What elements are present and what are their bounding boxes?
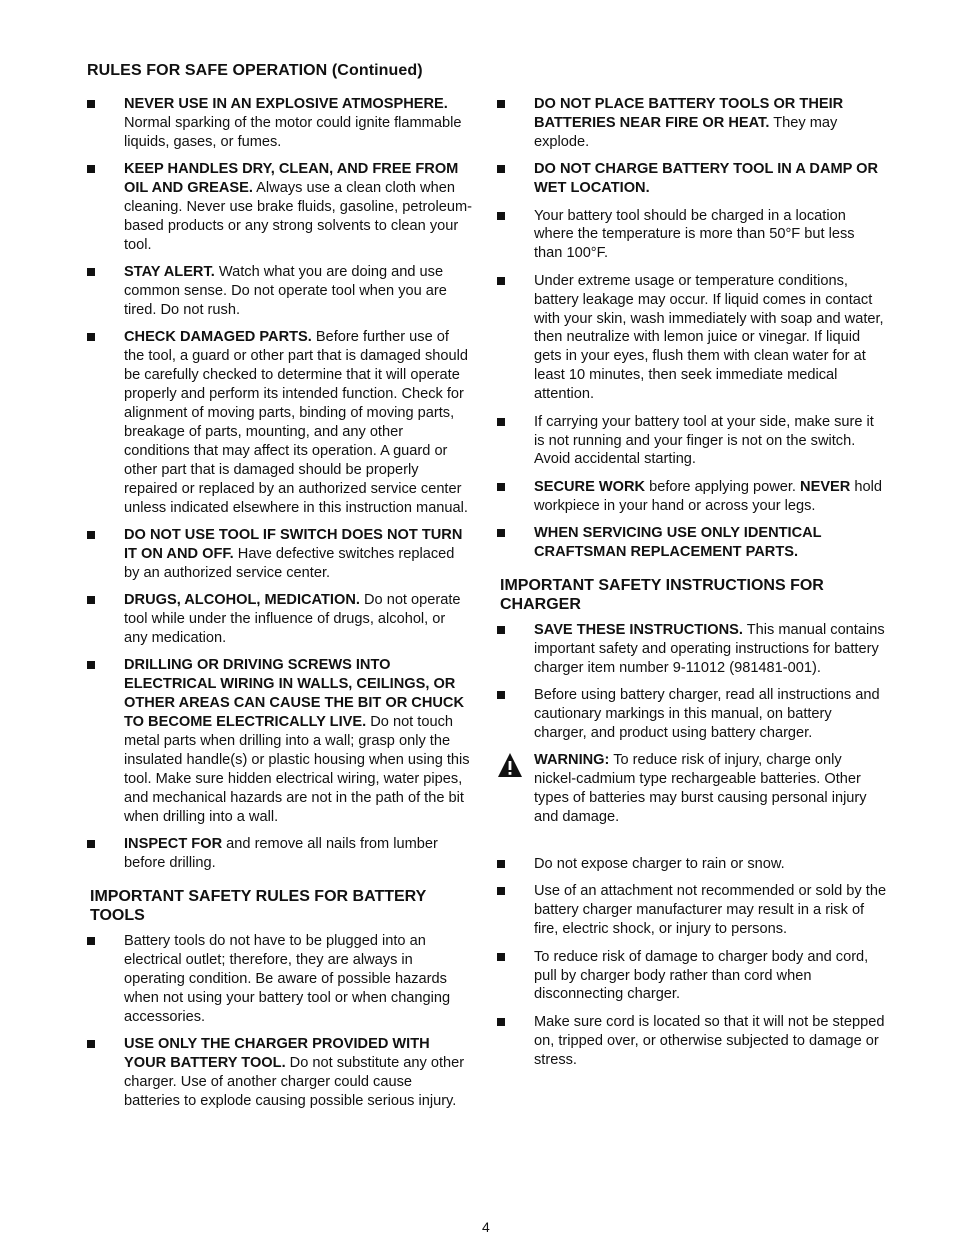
rule-text: They may explode. [534,114,838,150]
bullet-square-icon [497,887,505,895]
rule-text: This manual contains important safety and operating instructions for battery charger item number 9-11012 (981481-001). [534,621,885,676]
bullet-square-icon [87,661,95,669]
bullet-square-icon [497,418,505,426]
charger-rules-list [497,621,887,743]
rule-text: before applying power. [645,478,801,495]
rule-item [497,1013,887,1070]
rule-item [497,272,887,404]
rule-item [87,263,472,320]
bullet-square-icon [497,529,505,537]
rule-bold-text: WHEN SERVICING USE ONLY IDENTICAL CRAFTSMAN REPLACEMENT PARTS. [534,525,822,561]
rule-bold-text: DO NOT CHARGE BATTERY TOOL IN A DAMP OR WET LOCATION. [534,161,879,197]
rule-item [87,656,472,826]
page-title: RULES FOR SAFE OPERATION (Continued) [87,62,423,79]
bullet-square-icon [87,100,95,108]
rule-text: To reduce risk of damage to charger body and cord, pull by charger body rather than cord when disconnecting charger. [534,948,869,1003]
bullet-square-icon [497,691,505,699]
bullet-square-icon [497,100,505,108]
rule-bold-text: SAVE THESE INSTRUCTIONS. [534,621,743,638]
bullet-square-icon [497,212,505,220]
rule-bold-text: DRUGS, ALCOHOL, MEDICATION. [124,592,360,609]
bullet-square-icon [497,1018,505,1026]
rule-text: Do not expose charger to rain or snow. [534,856,785,872]
rule-text: Have defective switches replaced by an authorized service center. [124,545,455,581]
rule-bold-text: INSPECT FOR [124,836,223,853]
rule-item [497,207,887,264]
rule-text: If carrying your battery tool at your side, make sure it is not running and your finger is not on the switch. Avoid accidental starting. [534,413,874,468]
rule-item [497,621,887,678]
rule-text: Always use a clean cloth when cleaning. Never use brake fluids, gasoline, petroleum-based products or any strong solvents to clean your tool. [124,180,473,253]
rule-bold-text: DRILLING OR DRIVING SCREWS INTO ELECTRICAL WIRING IN WALLS, CEILINGS, OR OTHER AREAS CAN CAUSE THE BIT OR CHUCK TO BECOME ELECTRICALLY LIVE. [124,657,464,731]
bullet-square-icon [497,277,505,285]
rule-text: Your battery tool should be charged in a location where the temperature is more than 50°F but less than 100°F. [534,207,855,262]
rule-text: Battery tools do not have to be plugged into an electrical outlet; therefore, they are always in operating condition. Be aware of possible hazards when not using your battery tool or when changing accessories. [124,932,451,1025]
rule-item [497,948,887,1005]
rule-text: Use of an attachment not recommended or sold by the battery charger manufacturer may result in a risk of fire, electric shock, or injury to persons. [534,883,887,938]
rule-bold-text: CHECK DAMAGED PARTS. [124,329,312,346]
rule-item [497,686,887,743]
rule-item [497,524,887,562]
right-rules-list [497,95,887,562]
rule-bold-text: STAY ALERT. [124,264,215,281]
rule-text: Before using battery charger, read all instructions and cautionary markings in this manual, on battery charger, and product using battery charger. [534,687,880,741]
rule-text: Do not operate tool while under the influence of drugs, alcohol, or any medication. [124,592,461,647]
bullet-square-icon [497,165,505,173]
rule-item [497,478,887,516]
charger-instructions-heading: IMPORTANT SAFETY INSTRUCTIONS FOR CHARGER [500,576,824,614]
rule-text: Make sure cord is located so that it will not be stepped on, tripped over, or otherwise subjected to damage or stress. [534,1013,885,1068]
left-rules-list [87,95,472,873]
rule-bold-text: NEVER USE IN AN EXPLOSIVE ATMOSPHERE. [124,96,448,112]
rule-text: Before further use of the tool, a guard or other part that is damaged should be carefully checked to determine that it will operate properly and perform its intended function. Check for alignment of moving parts, binding of moving parts, breakage of parts, mounting, and any other conditions that may affect its operation. A guard or other part that is damaged should be properly repaired or replaced by an authorized service center unless indicated elsewhere in this instruction manual. [124,329,468,516]
bullet-square-icon [497,953,505,961]
bullet-square-icon [87,596,95,604]
rule-text: hold workpiece in your hand or across your legs. [534,478,882,514]
bullet-square-icon [87,840,95,848]
rule-item [87,95,472,152]
bullet-square-icon [87,165,95,173]
rule-bold-text: KEEP HANDLES DRY, CLEAN, AND FREE FROM OIL AND GREASE. [124,161,459,197]
rule-item [497,882,887,939]
rule-item [87,328,472,517]
warning-triangle-icon [497,752,523,778]
rule-text: Under extreme usage or temperature conditions, battery leakage may occur. If liquid comes in contact with your skin, wash immediately with soap and water, then neutralize with lemon juice or vinegar. If liquid gets in your eyes, flush them with clean water for at least 10 minutes, then seek immediate medical attention. [534,272,884,403]
battery-tools-heading: IMPORTANT SAFETY RULES FOR BATTERY TOOLS [90,887,427,925]
bullet-square-icon [87,1040,95,1048]
bullet-square-icon [87,937,95,945]
right-column [497,95,887,1078]
rule-item [497,413,887,470]
bullet-square-icon [87,531,95,539]
page-number: 4 [482,1219,490,1235]
bullet-square-icon [87,268,95,276]
rule-item [87,1035,472,1111]
charger-care-list [497,855,887,1070]
rule-item [497,95,887,152]
rule-bold-text: DO NOT PLACE BATTERY TOOLS OR THEIR BATTERIES NEAR FIRE OR HEAT. [534,96,844,131]
rule-bold-text: NEVER [800,478,851,495]
left-column [87,95,472,1119]
bullet-square-icon [87,333,95,341]
rule-bold-text: USE ONLY THE CHARGER PROVIDED WITH YOUR BATTERY TOOL. [124,1035,430,1071]
rule-text: Normal sparking of the motor could ignite flammable liquids, gases, or fumes. [124,114,462,150]
bullet-square-icon [497,860,505,868]
bullet-square-icon [497,626,505,634]
warning-label: WARNING: [534,752,610,769]
rule-text: Do not touch metal parts when drilling into a wall; grasp only the insulated handle(s) or plastic housing when using this tool. Make sure hidden electrical wiring, water pipes, and mechanical hazards are not in the path of the bit when drilling into a wall. [124,714,470,825]
rule-text: and remove all nails from lumber before drilling. [124,836,438,872]
rule-bold-text: SECURE WORK [534,478,646,495]
rule-bold-text: DO NOT USE TOOL IF SWITCH DOES NOT TURN IT ON AND OFF. [124,527,463,562]
rule-text: Do not substitute any other charger. Use of another charger could cause batteries to explode causing possible serious injury. [124,1054,465,1109]
rule-item [87,526,472,583]
rule-item [497,160,887,198]
rule-item [87,591,472,648]
rule-item [87,835,472,873]
warning-text: To reduce risk of injury, charge only nickel-cadmium type rechargeable batteries. Other types of batteries may burst causing personal injury and damage. [534,752,867,826]
bullet-square-icon [497,483,505,491]
warning-notice [497,751,887,827]
rule-text: Watch what you are doing and use common sense. Do not operate tool when you are tired. Do not rush. [124,264,447,319]
rule-item [497,855,887,874]
rule-item [87,932,472,1027]
rule-item [87,160,472,255]
battery-tools-rules-list [87,932,472,1111]
